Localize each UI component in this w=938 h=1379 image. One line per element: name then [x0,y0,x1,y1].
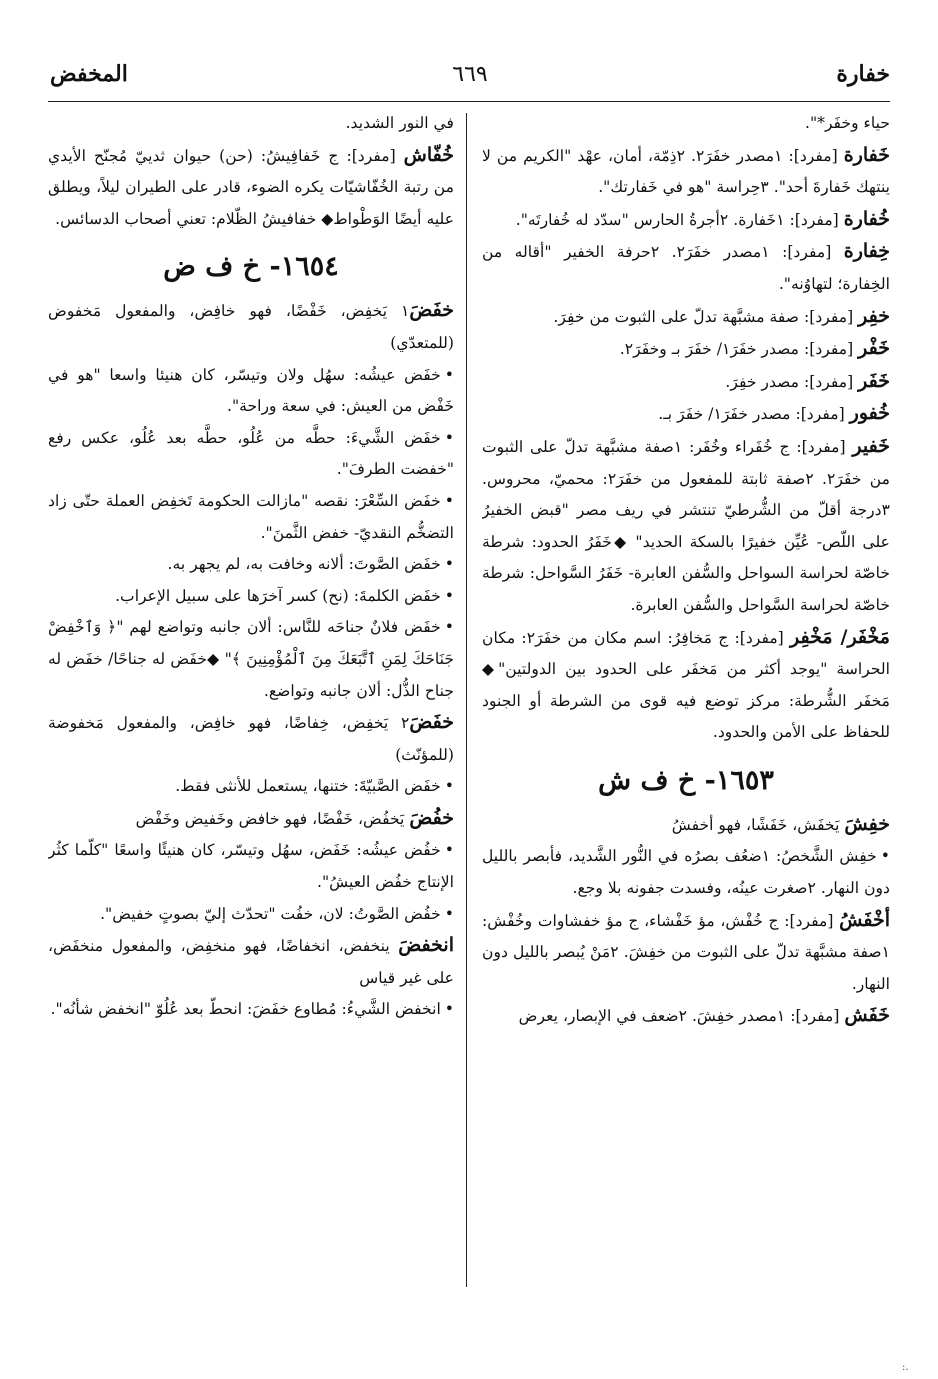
header-guide-word-right: خفارة [836,61,890,87]
header-rule [48,101,890,102]
bullet-icon: • [444,618,454,637]
dictionary-entry [482,301,890,334]
sense-line [48,899,454,931]
header-guide-word-left: المخفض [50,61,128,87]
dictionary-entry [482,204,890,237]
headword: خَفارة [843,143,890,166]
definition-text: خفِش الشَّخصُ: ١ضعُف بصرُه في النُّور الشَّديد، فأبصر بالليل دون النهار. ٢صغرت عينُه، وفسدت جفونه بلا وجع. [482,847,890,898]
headword: خفِر [858,304,890,327]
headword: خفُضَ [409,806,454,829]
definition-text: خفُض الصَّوتُ: لان، خفُت "تحدّث إليّ بصوتٍ خفيض". [100,904,441,923]
root-section-heading: ١٦٥٤- خ ف ض [163,251,339,283]
bullet-icon: • [444,904,454,923]
page-number: ٦٦٩ [452,61,488,87]
definition-text: [مفرد]: ١خَفارة. ٢أجرةُ الحارس "سدّد له خُفارتَه". [515,210,844,229]
dictionary-entry [48,140,454,236]
dictionary-entry [482,809,890,842]
sense-line [48,612,454,707]
sense-line [482,841,890,904]
definition-text: ينخفض، انخفاضًا، فهو منخفِض، والمفعول منخفَض، على غير قياس [48,937,454,987]
definition-text: خفَض الكلمةَ: (نح) كسر آخرَها على سبيل الإعراب. [115,586,441,605]
definition-text: انخفض الشَّيءُ: مُطاوع خفَضَ: انحطّ بعد عُلُوّ "انخفض شأنُه". [50,1000,441,1019]
headword: خُفور [849,402,890,425]
definition-text: [مفرد]: صفة مشبَّهة تدلّ على الثبوت من خفِرَ. [553,307,859,326]
bullet-icon: • [444,841,454,860]
definition-text: ١ يَخفِض، خَفْضًا، فهو خافِض، والمفعول مَخفوض (للمتعدّي) [48,302,454,352]
headword: خَفَر [858,369,890,392]
definition-text: [مفرد]: ج خَفافِيشُ: (حن) حيوان ثدييّ مُجنّح الأيدي من رتبة الخُفّاشيّات يكره الضوء، قادر على الطيران ليلاً، ويطلق عليه أيضًا الوَطْواط◆ خفافيشُ الظّلام: تعني أصحاب الدسائس. [48,146,454,228]
definition-text: [مفرد]: ١مصدر خفِشَ. ٢ضعف في الإبصار، يعرض [518,1007,845,1026]
dictionary-entry [482,333,890,366]
definition-text: [مفرد]: مصدر خفِرَ. [725,372,859,391]
definition-text: خفَض فلانٌ جناحَه للنَّاس: ألان جانبه وتواضع لهم "﴿ وَٱخْفِضْ جَنَاحَكَ لِمَنِ ٱتَّبَعَكَ مِنَ ٱلْمُؤْمِنِينَ ﴾" ◆خفَض له جناحًا/ خفَض له جناح الذُّل: ألان جانبه وتواضع. [48,618,454,700]
dictionary-entry [48,295,454,359]
headword: خَفَش [844,1004,890,1027]
right-column [482,108,890,1033]
dictionary-entry [482,1000,890,1033]
headword: خُفّاش [403,143,454,166]
dictionary-entry [482,140,890,204]
definition-text: خفَض عيشُه: سهُل ولان وتيسّر، كان هنيئا واسعا "هو في خَفْض من العيش: في سعة وراحة". [48,365,454,416]
headword: خفَضَ [409,711,454,734]
definition-text: في النور الشديد. [345,114,454,132]
dictionary-entry [482,366,890,399]
definition-text: خفَض الشَّيءَ: حطَّه من عُلُو، حطَّه بعد عُلُو، عكس رفع "خفضت الطرفَ". [48,428,454,479]
sense-line [48,423,454,486]
headword: خَفير [852,434,890,457]
dictionary-entry [482,398,890,431]
sense-line [48,581,454,613]
definition-text: خفَض السِّعْرَ: نقصه "مازالت الحكومة تَخفِض العملة حتّى زاد التضخُّم النقديّ- خفض الثَّمنَ". [48,491,454,542]
definition-text: [مفرد]: مصدر خفَرَ١/ خفَرَ بـ. [658,405,850,424]
bullet-icon: • [444,586,454,605]
dictionary-entry [48,930,454,994]
definition-text: يَخفَش، خَفَشًا، فهو أخفشُ [671,815,845,834]
definition-text: [مفرد]: ج مَخافِرُ: اسم مكان من خفَرَ٢: مكان الحراسة "يوجد أكثر من مَخفَر على الحدود بين الدولتين"◆ مَخفَر الشُّرطة: مركز توضع فيه قوى من الشرطة أو الجنود للحفاظ على الأمن والحدود. [482,628,890,742]
dictionary-entry [482,622,890,749]
sense-line [48,486,454,549]
definition-text: خفَض الصَّوتَ: ألانه وخافت به، لم يجهر به. [167,555,441,574]
bullet-icon: • [444,491,454,510]
definition-text: [مفرد]: ١مصدر خفَرَ٢. ٢حرفة الخفير "أقاله من الخِفارة؛ لتهاوُنه". [482,243,890,293]
sense-line [48,835,454,898]
continuation-line [482,108,890,140]
left-column [48,108,454,1026]
root-section-heading: ١٦٥٣- خ ف ش [598,764,774,796]
dictionary-entry [482,431,890,622]
definition-text: [مفرد]: مصدر خفَرَ١/ خفَرَ بـ وخفَرَ٢. [619,340,859,359]
headword: خفِشَ [844,812,890,835]
dictionary-entry [48,707,454,771]
bullet-icon: • [444,555,454,574]
headword: انخفضَ [398,934,454,957]
sense-line [48,771,454,803]
sense-line [48,360,454,423]
definition-text: [مفرد]: ج خُفْش، مؤ خَفْشاء، ج مؤ خفشاوات وخُفْش: ١صفة مشبَّهة تدلّ على الثبوت من خفِشَ. ٢مَنْ يُبصر بالليل دون النهار. [482,911,890,993]
definition-text: [مفرد]: ١مصدر خفَرَ٢. ٢ذِمّة، أمان، عهْد "الكريم من لا ينتهك خَفارةَ أحد". ٣حِراسة "هو في خَفارتك". [482,146,890,197]
headword: خِفارة [843,240,890,263]
dictionary-entry [482,236,890,300]
definition-text: خفَض الصَّبيّةَ: ختنها، يستعمل للأنثى فقط. [175,777,441,796]
dictionary-entry [482,905,890,1001]
bullet-icon: • [444,1000,454,1019]
page-header [50,54,890,94]
corner-mark: .: [902,1362,909,1373]
continuation-line [48,108,454,140]
column-divider [466,113,467,1287]
headword: مَخْفَر/ مَخْفِر [790,625,890,648]
definition-text: يَخفُض، خَفْضًا، فهو خافض وخَفيض وخَفْض [135,809,410,828]
headword: خفَضَ [409,299,454,322]
bullet-icon: • [444,365,454,384]
bullet-icon: • [444,428,454,447]
dictionary-entry [48,803,454,836]
sense-line [48,549,454,581]
headword: أخْفَشُ [839,908,890,931]
definition-text: [مفرد]: ج خُفَراء وخُفَر: ١صفة مشبَّهة تدلّ على الثبوت من خفَرَ٢. ٢صفة ثابتة للمفعول من خفَرَ٢: محميّ، محروس. ٣درجة أقلّ من الشُّرطيّ تنتشر في ريف مصر "قبض الخفيرُ على اللّص- عُيِّن خفيرًا بالسكة الحديد" ◆خَفَرُ الحدود: شرطة خاصّة لحراسة السواحل والسُّفن العابرة- خَفَرُ السَّواحل: شرطة خاصّة لحراسة السَّواحل والسُّفن العابرة. [482,437,890,614]
bullet-icon: • [880,847,890,866]
sense-line [48,994,454,1026]
definition-text: خفُض عيشُه: خَفَض، سهُل وتيسّر، كان هنيئًا واسعًا "كلّما كثُر الإنتاج خفُض العيشُ". [48,841,454,892]
definition-text: ٢ يَخفِض، خِفاضًا، فهو خافِض، والمفعول مَخفوضة (للمؤنّث) [48,714,454,764]
bullet-icon: • [444,777,454,796]
headword: خَفْر [858,337,890,360]
definition-text: حياء وخفَر*". [805,114,890,132]
headword: خُفارة [843,207,890,230]
